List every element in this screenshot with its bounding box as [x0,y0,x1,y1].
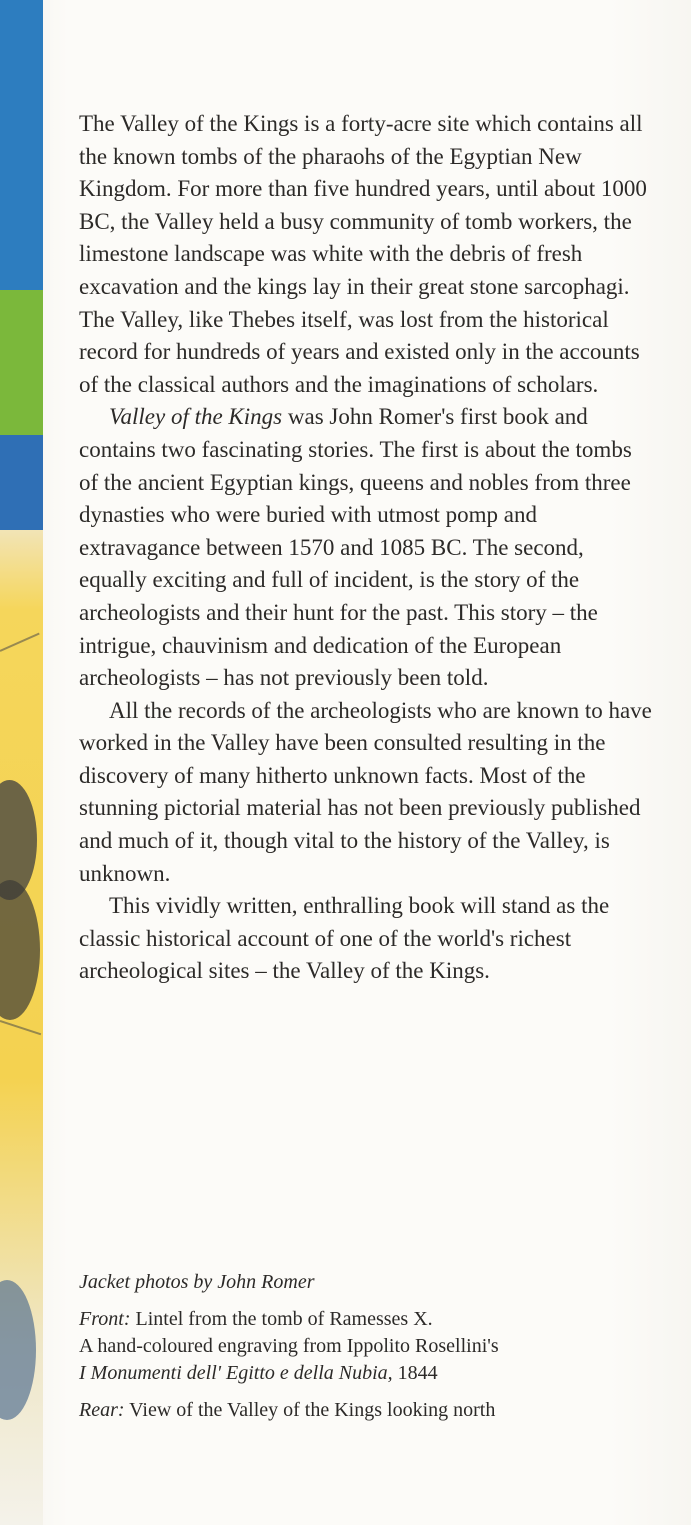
front-label: Front: [79,1308,131,1330]
blurb-paragraph-1: The Valley of the Kings is a forty-acre site which contains all the known tombs of the pharaohs of the Egyptian New Kingdom. For more than five hundred years, until about 1000 BC, the Valley held a busy community of tomb workers, the limestone landscape was white with the debris of fresh excavation and the kings lay in their great stone sarcophagi. The Valley, like Thebes itself, was lost from the historical record for hundreds of years and existed only in the accounts of the classical authors and the imaginations of scholars. [79,111,647,397]
rear-label: Rear: [79,1399,125,1421]
monument-year: 1844 [392,1362,438,1384]
spine-blue-top [0,0,43,290]
blurb-paragraph-3: All the records of the archeologists who are known to have worked in the Valley have been consulted resulting in the discovery of many hitherto unknown facts. Most of the stunning pictorial material has not been previously published and much of it, though vital to the history of the Valley, is unknown. [79,697,652,886]
spine-green-band [0,290,43,435]
blurb-paragraph-2 [79,401,654,694]
blurb-text [79,108,654,988]
book-title: Valley of the Kings [109,404,283,430]
front-credit-line-3 [79,1360,654,1387]
spine-blue-bottom [0,435,43,530]
jacket-photo-credit: Jacket photos by John Romer [79,1271,315,1293]
front-credit [79,1306,654,1333]
front-credit-line-2: A hand-coloured engraving from Ippolito Rosellini's [79,1335,499,1357]
jacket-spine-edge [0,0,43,1525]
front-credit-text: Lintel from the tomb of Ramesses X. [130,1308,433,1330]
rear-credit-text: View of the Valley of the Kings looking north [124,1399,496,1421]
blurb-paragraph-4: This vividly written, enthralling book will stand as the classic historical account of one of the world's richest archeological sites – the Valley of the Kings. [79,893,610,984]
monument-title: I Monumenti dell' Egitto e della Nubia, [79,1362,393,1384]
blurb-paragraph-2-text: was John Romer's first book and contains two fascinating stories. The first is about the tombs of the ancient Egyptian kings, queens and nobles from three dynasties who were buried with utmost pomp and extravagance between 1570 and 1085 BC. The second, equally exciting and full of incident, is the story of the archeologists and their hunt for the past. This story – the intrigue, chauvinism and dedication of the European archeologists – has not previously been told. [79,404,632,691]
rear-credit [79,1397,654,1424]
photo-credits [79,1269,654,1424]
